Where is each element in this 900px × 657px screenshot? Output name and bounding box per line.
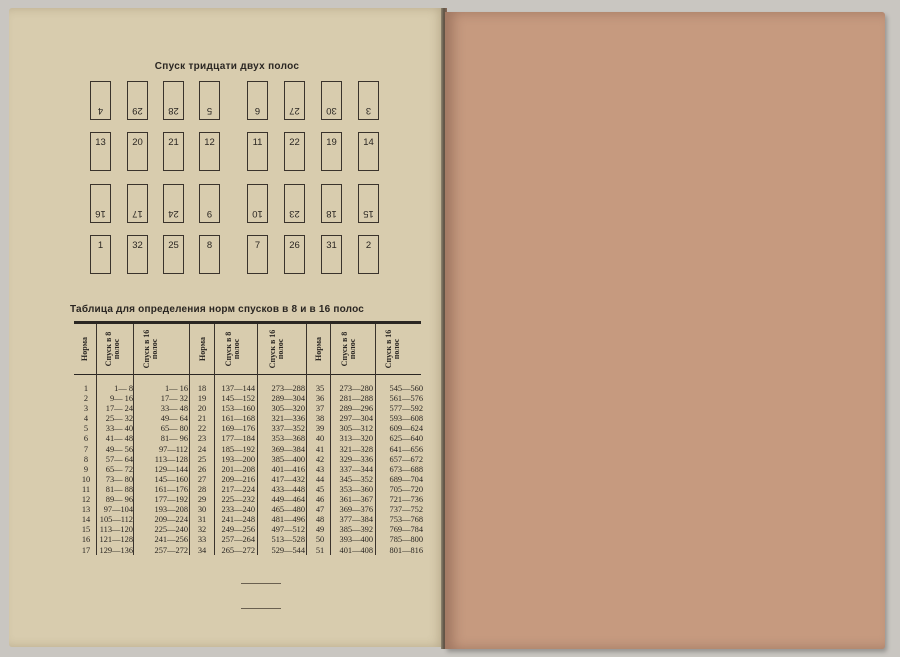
table-cell: 257—264 (221, 535, 255, 545)
table-cell: 137—144 (221, 384, 255, 393)
table-column (99, 384, 133, 556)
page-slot-box (321, 81, 342, 120)
page-slot-box (284, 235, 305, 274)
left-page (9, 8, 445, 647)
table-cell: 265—272 (221, 545, 255, 555)
table-cell: 513—528 (271, 535, 305, 545)
table-cell: 40 (315, 434, 325, 444)
page-slot-box (284, 81, 305, 120)
table-cell: 209—216 (221, 474, 255, 484)
table-cell: 21 (197, 414, 207, 424)
page-number: 19 (326, 137, 337, 148)
table-cell: 4 (83, 414, 89, 424)
table-cell: 337—352 (271, 424, 305, 434)
page-slot-box (247, 81, 268, 120)
table-top-rule (74, 321, 421, 324)
table-cell: 34 (197, 545, 207, 555)
table-cell: 41— 48 (105, 434, 133, 444)
table-cell: 385—400 (271, 454, 305, 464)
page-slot-box (321, 184, 342, 223)
table-cell: 257—272 (154, 545, 188, 555)
table-cell: 129—144 (154, 464, 188, 474)
page-number: 4 (97, 105, 104, 116)
page-slot-box (90, 235, 111, 274)
table-cell: 593—608 (389, 414, 423, 424)
page-number: 6 (254, 105, 261, 116)
page-slot-box (163, 235, 184, 274)
page-slot-box (90, 81, 111, 120)
table-cell: 193—208 (154, 505, 188, 515)
table-cell: 81— 88 (105, 484, 133, 494)
column-header: Норма (80, 337, 89, 361)
table-cell: 5 (83, 424, 89, 434)
page-number: 30 (326, 105, 337, 116)
table-cell: 27 (197, 474, 207, 484)
table-cell: 209—224 (154, 515, 188, 525)
table-cell: 51 (315, 545, 325, 555)
page-number: 18 (326, 208, 337, 219)
table-cell: 145—152 (221, 394, 255, 404)
page-slot-box (199, 184, 220, 223)
page-number: 20 (132, 137, 143, 148)
table-column (215, 384, 255, 556)
table-cell: 47 (315, 505, 325, 515)
table-cell: 129—136 (99, 545, 133, 555)
table-cell: 705—720 (389, 484, 423, 494)
page-slot-box (90, 184, 111, 223)
page-number: 11 (252, 137, 263, 148)
table-header-rule (74, 374, 421, 375)
page-number: 24 (168, 208, 179, 219)
table-cell: 11 (81, 484, 91, 494)
page-slot-box (358, 81, 379, 120)
table-cell: 13 (81, 505, 91, 515)
page-slot-box (127, 132, 148, 171)
right-page-cover (445, 12, 885, 649)
table-cell: 297—304 (339, 414, 373, 424)
table-cell: 113—128 (154, 454, 188, 464)
page-slot-box (127, 235, 148, 274)
table-cell: 30 (197, 505, 207, 515)
footer-rule (241, 608, 281, 609)
page-slot-box (127, 184, 148, 223)
table-cell: 233—240 (221, 505, 255, 515)
table-cell: 20 (197, 404, 207, 414)
table-cell: 49— 64 (160, 414, 188, 424)
table-cell: 7 (83, 444, 89, 454)
table-cell: 305—320 (271, 404, 305, 414)
table-cell: 737—752 (389, 505, 423, 515)
page-number: 26 (289, 240, 300, 251)
page-number: 2 (365, 240, 372, 251)
table-cell: 18 (197, 384, 207, 393)
table-column (311, 384, 329, 556)
column-header: Спуск в 8 полос (104, 331, 121, 367)
table-cell: 657—672 (389, 454, 423, 464)
table-cell: 201—208 (221, 464, 255, 474)
table-cell: 753—768 (389, 515, 423, 525)
page-slot-box (199, 235, 220, 274)
table-column (79, 384, 93, 556)
table-cell: 721—736 (389, 495, 423, 505)
table-cell: 12 (81, 495, 91, 505)
table-cell: 289—304 (271, 394, 305, 404)
table-cell: 19 (197, 394, 207, 404)
table-cell: 35 (315, 384, 325, 393)
table-cell: 241—256 (154, 535, 188, 545)
table-cell: 29 (197, 495, 207, 505)
table-cell: 89— 96 (105, 495, 133, 505)
table-cell: 48 (315, 515, 325, 525)
table-cell: 609—624 (389, 424, 423, 434)
page-number: 22 (289, 137, 300, 148)
table-cell: 177—184 (221, 434, 255, 444)
table-cell: 465—480 (271, 505, 305, 515)
page-number: 17 (132, 208, 143, 219)
table-cell: 8 (83, 454, 89, 464)
page-slot-box (247, 184, 268, 223)
table-cell: 161—168 (221, 414, 255, 424)
table-cell: 393—400 (339, 535, 373, 545)
page-slot-box (163, 184, 184, 223)
page-slot-box (90, 132, 111, 171)
table-column (377, 384, 423, 556)
table-cell: 289—296 (339, 404, 373, 414)
table-cell: 249—256 (221, 525, 255, 535)
table-cell: 561—576 (389, 394, 423, 404)
table-cell: 153—160 (221, 404, 255, 414)
table-cell: 81— 96 (160, 434, 188, 444)
table-cell: 321—336 (271, 414, 305, 424)
page-number: 23 (289, 208, 300, 219)
table-cell: 225—240 (154, 525, 188, 535)
table-cell: 37 (315, 404, 325, 414)
table-cell: 353—360 (339, 484, 373, 494)
table-cell: 17— 24 (105, 404, 133, 414)
table-cell: 46 (315, 495, 325, 505)
table-cell: 121—128 (99, 535, 133, 545)
table-cell: 401—416 (271, 464, 305, 474)
table-cell: 305—312 (339, 424, 373, 434)
table-cell: 9— 16 (109, 394, 133, 404)
page-number: 9 (206, 208, 213, 219)
table-cell: 273—288 (271, 384, 305, 393)
table-cell: 345—352 (339, 474, 373, 484)
table-cell: 15 (81, 525, 91, 535)
table-cell: 481—496 (271, 515, 305, 525)
page-number: 12 (204, 137, 215, 148)
table-cell: 545—560 (389, 384, 423, 393)
table-column (259, 384, 305, 556)
table-cell: 10 (81, 474, 91, 484)
column-rule (306, 324, 307, 555)
page-number: 28 (168, 105, 179, 116)
table-cell: 769—784 (389, 525, 423, 535)
table-cell: 41 (315, 444, 325, 454)
column-header: Норма (198, 337, 207, 361)
table-cell: 329—336 (339, 454, 373, 464)
table-cell: 689—704 (389, 474, 423, 484)
column-header: Спуск в 8 полос (340, 331, 357, 367)
table-cell: 65— 80 (160, 424, 188, 434)
table-cell: 73— 80 (105, 474, 133, 484)
column-rule (257, 324, 258, 555)
page-slot-box (321, 132, 342, 171)
table-cell: 14 (81, 515, 91, 525)
page-number: 7 (254, 240, 261, 251)
page-slot-box (284, 184, 305, 223)
page-slot-box (358, 235, 379, 274)
table-cell: 22 (197, 424, 207, 434)
table-cell: 169—176 (221, 424, 255, 434)
table-cell: 1 (83, 384, 89, 393)
table-cell: 273—280 (339, 384, 373, 393)
table-cell: 45 (315, 484, 325, 494)
column-header: Спуск в 16 полос (268, 329, 285, 369)
table-cell: 33— 48 (160, 404, 188, 414)
table-cell: 369—376 (339, 505, 373, 515)
column-header: Спуск в 16 полос (384, 329, 401, 369)
table-cell: 449—464 (271, 495, 305, 505)
table-cell: 39 (315, 424, 325, 434)
page-slot-box (358, 184, 379, 223)
table-cell: 38 (315, 414, 325, 424)
table-cell: 145—160 (154, 474, 188, 484)
table-cell: 57— 64 (105, 454, 133, 464)
table-cell: 105—112 (99, 515, 133, 525)
table-cell: 44 (315, 474, 325, 484)
table-cell: 193—200 (221, 454, 255, 464)
table-cell: 33— 40 (105, 424, 133, 434)
table-cell: 42 (315, 454, 325, 464)
table-cell: 385—392 (339, 525, 373, 535)
table-cell: 32 (197, 525, 207, 535)
table-cell: 225—232 (221, 495, 255, 505)
column-header: Норма (314, 337, 323, 361)
page-slot-box (358, 132, 379, 171)
table-cell: 24 (197, 444, 207, 454)
table-cell: 97—104 (103, 505, 133, 515)
page-slot-box (321, 235, 342, 274)
table-cell: 577—592 (389, 404, 423, 414)
table-cell: 25— 32 (105, 414, 133, 424)
page-number: 21 (168, 137, 179, 148)
page-number: 16 (95, 208, 106, 219)
table-cell: 337—344 (339, 464, 373, 474)
page-slot-box (247, 235, 268, 274)
table-cell: 26 (197, 464, 207, 474)
table-cell: 369—384 (271, 444, 305, 454)
table-cell: 2 (83, 394, 89, 404)
column-rule (133, 324, 134, 555)
column-header: Спуск в 8 полос (224, 331, 241, 367)
table-cell: 417—432 (271, 474, 305, 484)
table-cell: 28 (197, 484, 207, 494)
table-cell: 49 (315, 525, 325, 535)
table-cell: 1— 8 (114, 384, 133, 393)
table-column (331, 384, 373, 556)
table-title: Таблица для определения норм спусков в 8 и в 16 полос (70, 304, 365, 315)
column-rule (189, 324, 190, 555)
table-cell: 801—816 (389, 545, 423, 555)
page-number: 31 (326, 240, 337, 251)
page-number: 3 (365, 105, 372, 116)
table-cell: 313—320 (339, 434, 373, 444)
table-cell: 49— 56 (105, 444, 133, 454)
page-slot-box (127, 81, 148, 120)
page-slot-box (163, 81, 184, 120)
table-cell: 1— 16 (164, 384, 188, 393)
table-cell: 185—192 (221, 444, 255, 454)
footer-rule (241, 583, 281, 584)
page-number: 32 (132, 240, 143, 251)
table-cell: 9 (83, 464, 89, 474)
table-cell: 161—176 (154, 484, 188, 494)
table-cell: 6 (83, 434, 89, 444)
table-cell: 353—368 (271, 434, 305, 444)
table-cell: 50 (315, 535, 325, 545)
column-header: Спуск в 16 полос (142, 329, 159, 369)
page-number: 1 (97, 240, 104, 251)
table-cell: 321—328 (339, 444, 373, 454)
table-cell: 217—224 (221, 484, 255, 494)
page-slot-box (199, 81, 220, 120)
table-cell: 625—640 (389, 434, 423, 444)
table-cell: 31 (197, 515, 207, 525)
table-column (136, 384, 188, 556)
table-cell: 641—656 (389, 444, 423, 454)
table-cell: 43 (315, 464, 325, 474)
table-cell: 241—248 (221, 515, 255, 525)
column-rule (96, 324, 97, 555)
page-slot-box (284, 132, 305, 171)
page-number: 13 (95, 137, 106, 148)
page-number: 15 (363, 208, 374, 219)
table-cell: 281—288 (339, 394, 373, 404)
table-cell: 361—367 (339, 495, 373, 505)
table-cell: 3 (83, 404, 89, 414)
page-number: 27 (289, 105, 300, 116)
column-rule (375, 324, 376, 555)
page-number: 5 (206, 105, 213, 116)
table-cell: 785—800 (389, 535, 423, 545)
table-cell: 433—448 (271, 484, 305, 494)
table-cell: 401—408 (339, 545, 373, 555)
page-slot-box (247, 132, 268, 171)
table-cell: 23 (197, 434, 207, 444)
table-cell: 25 (197, 454, 207, 464)
page-number: 29 (132, 105, 143, 116)
table-cell: 177—192 (154, 495, 188, 505)
table-column (192, 384, 212, 556)
table-cell: 97—112 (158, 444, 188, 454)
table-cell: 529—544 (271, 545, 305, 555)
table-cell: 33 (197, 535, 207, 545)
table-cell: 16 (81, 535, 91, 545)
table-cell: 65— 72 (105, 464, 133, 474)
table-cell: 497—512 (271, 525, 305, 535)
page-number: 25 (168, 240, 179, 251)
table-cell: 36 (315, 394, 325, 404)
table-cell: 17 (81, 545, 91, 555)
imposition-title: Спуск тридцати двух полос (154, 61, 300, 72)
page-number: 14 (363, 137, 374, 148)
table-cell: 113—120 (99, 525, 133, 535)
page-slot-box (163, 132, 184, 171)
page-slot-box (199, 132, 220, 171)
page-number: 10 (252, 208, 263, 219)
page-number: 8 (206, 240, 213, 251)
table-cell: 377—384 (339, 515, 373, 525)
table-cell: 17— 32 (160, 394, 188, 404)
table-cell: 673—688 (389, 464, 423, 474)
